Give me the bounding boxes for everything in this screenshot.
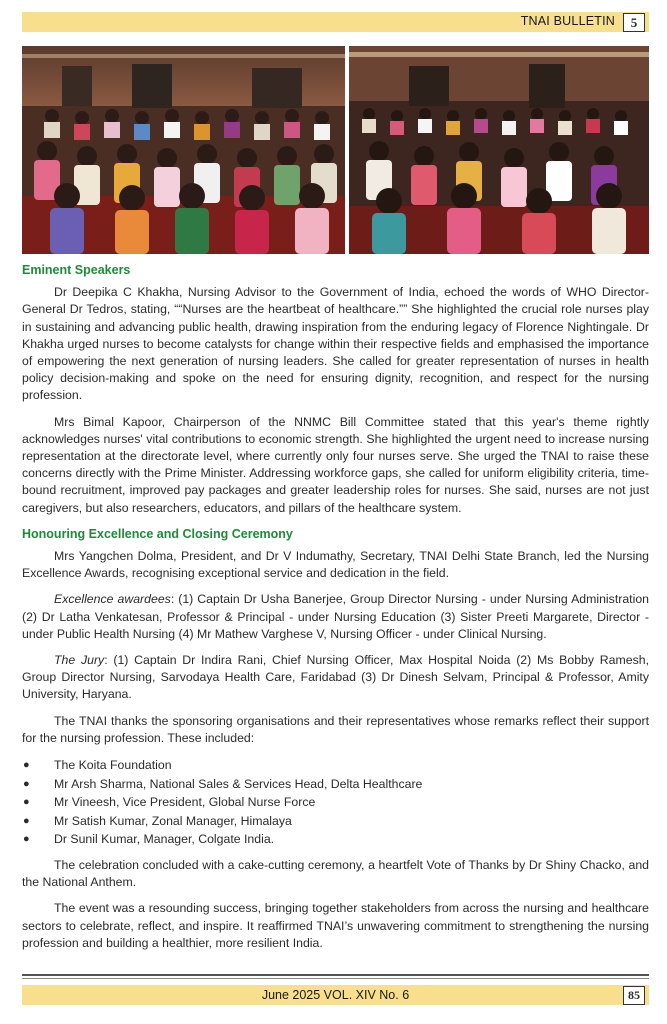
- audience-photo-left: [22, 46, 345, 254]
- awardees-label: Excellence awardees: [54, 592, 171, 607]
- bulletin-title: TNAI BULLETIN: [520, 14, 615, 28]
- footer-page-number: 85: [623, 986, 645, 1005]
- bullet-icon: ●: [23, 833, 30, 846]
- header-page-number: 5: [623, 13, 645, 32]
- paragraph-awardees: [22, 591, 649, 643]
- sponsor-list: [22, 756, 649, 849]
- sponsor-name: Mr Arsh Sharma, National Sales & Services Head, Delta Healthcare: [54, 776, 423, 791]
- list-item: [22, 830, 649, 849]
- paragraph-thanks: The TNAI thanks the sponsoring organisations and their representatives whose remarks reflect their support for the nursing profession. These included:: [22, 713, 649, 745]
- footer-rule: [22, 974, 649, 976]
- bullet-icon: ●: [23, 759, 30, 772]
- paragraph-final: The event was a resounding success, bringing together stakeholders from across the nursing and healthcare sectors to celebrate, reflect, and inspire. It reaffirmed TNAI’s unwavering commitment to strengthening the nursing profession and building a healthier, more resilient India.: [22, 901, 649, 950]
- paragraph-awards-intro: Mrs Yangchen Dolma, President, and Dr V Indumathy, Secretary, TNAI Delhi State Branch, led the Nursing Excellence Awards, recognising exceptional service and dedication in the field.: [22, 549, 649, 581]
- audience-photo-right: [349, 46, 649, 254]
- section-heading-eminent-speakers: Eminent Speakers: [22, 263, 131, 277]
- issue-info: June 2025 VOL. XIV No. 6: [261, 988, 410, 1002]
- header-bar: [22, 12, 649, 32]
- bullet-icon: ●: [23, 777, 30, 790]
- paragraph-kapoor: Mrs Bimal Kapoor, Chairperson of the NNMC Bill Committee stated that this year's theme rightly acknowledges nurses' vital contributions to economic strength. She highlighted the urgent need to increase nursing representation at the directorate level, where currently only four nurses serve. She urged the TNAI to raise these concerns directly with the Prime Minister. Addressing workforce gaps, she called for uniform eligibility criteria, time-bound recruitment, improved pay packages and greater leadership roles for nurses. She said, nurses are not just caregivers, but also researchers, educators, and pillars of the healthcare system.: [22, 414, 649, 515]
- footer-bar: [22, 985, 649, 1005]
- bullet-icon: ●: [23, 814, 30, 827]
- sponsor-name: Mr Satish Kumar, Zonal Manager, Himalaya: [54, 813, 292, 828]
- article-body: [22, 262, 649, 961]
- sponsor-name: Dr Sunil Kumar, Manager, Colgate India.: [54, 832, 275, 847]
- jury-text: : (1) Captain Dr Indira Rani, Chief Nursing Officer, Max Hospital Noida (2) Ms Bobby Ramesh, Group Director Nursing, Sarvodaya Health Care, Faridabad (3) Dr Dinesh Selvam, Principal & Professor, Amity University, Haryana.: [22, 653, 649, 702]
- paragraph-khakha: Dr Deepika C Khakha, Nursing Advisor to the Government of India, echoed the words of WHO Director-General Dr Tedros, stating, ““Nurses are the heartbeat of healthcare.”” She highlighted the crucial role nurses play in sustaining and advancing public health, drawing inspiration from the enduring legacy of Florence Nightingale. Dr Khakha urged nurses to become catalysts for change within their respective fields and emphasised the importance of empowering the next generation of nursing leaders. She called for greater representation of nurses in health policy decision-making and spoke on the need for ensuring dignity, recognition, and respect for the nursing profession.: [22, 285, 649, 403]
- list-item: [22, 812, 649, 831]
- bullet-icon: ●: [23, 796, 30, 809]
- sponsor-name: The Koita Foundation: [54, 758, 172, 773]
- photo-strip: [22, 46, 649, 254]
- sponsor-name: Mr Vineesh, Vice President, Global Nurse Force: [54, 795, 316, 810]
- paragraph-closing: The celebration concluded with a cake-cutting ceremony, a heartfelt Vote of Thanks by Dr Shiny Chacko, and the National Anthem.: [22, 858, 649, 890]
- awardees-text: : (1) Captain Dr Usha Banerjee, Group Director Nursing - under Nursing Administration (2) Dr Latha Venkatesan, Professor & Principal - under Nursing Education (3) Sister Preeti Margarete, Director - under Public Health Nursing (4) Mr Mathew Varghese V, Nursing Officer - under Clinical Nursing.: [22, 592, 649, 641]
- section-heading-honouring: Honouring Excellence and Closing Ceremony: [22, 526, 293, 541]
- list-item: [22, 756, 649, 775]
- paragraph-jury: [22, 652, 649, 704]
- list-item: [22, 775, 649, 794]
- footer-rule-thin: [22, 978, 649, 979]
- jury-label: The Jury: [54, 653, 105, 668]
- list-item: [22, 793, 649, 812]
